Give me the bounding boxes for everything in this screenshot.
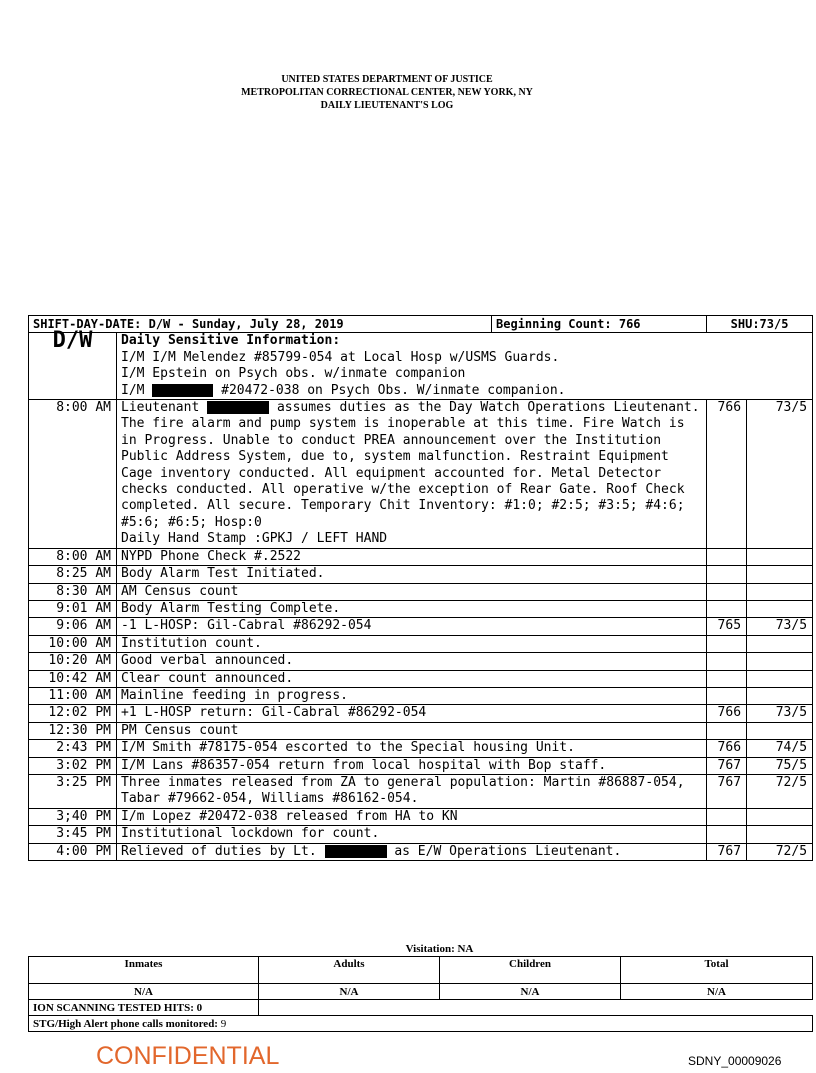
entry-text: -1 L-HOSP: Gil-Cabral #86292-054 — [117, 618, 707, 635]
sensitive-line: I/M #20472-038 on Psych Obs. W/inmate companion. — [121, 382, 566, 398]
entry-shu — [747, 653, 813, 670]
log-entry-row — [29, 566, 813, 583]
log-entry-row — [29, 600, 813, 617]
entry-text: Good verbal announced. — [117, 653, 707, 670]
sensitive-info — [117, 333, 813, 400]
log-entry-row — [29, 808, 813, 825]
header-agency: UNITED STATES DEPARTMENT OF JUSTICE — [281, 74, 493, 85]
entry-text: Body Alarm Testing Complete. — [117, 600, 707, 617]
visitation-value: N/A — [259, 984, 440, 1000]
entry-shu: 72/5 — [747, 774, 813, 808]
entry-count: 766 — [707, 740, 747, 757]
log-entry-row — [29, 400, 813, 549]
entry-shu — [747, 583, 813, 600]
entry-text: Body Alarm Test Initiated. — [117, 566, 707, 583]
entry-count — [707, 670, 747, 687]
log-entry-row — [29, 653, 813, 670]
stg-calls-value: 9 — [220, 1017, 227, 1030]
entry-shu: 74/5 — [747, 740, 813, 757]
entry-count — [707, 566, 747, 583]
entry-count — [707, 826, 747, 843]
entry-shu — [747, 826, 813, 843]
visitation-header: Adults — [259, 957, 440, 984]
visitation-values-row — [29, 984, 813, 1000]
entry-time: 9:06 AM — [29, 618, 117, 635]
entry-shu — [747, 548, 813, 565]
entry-time: 10:00 AM — [29, 635, 117, 652]
shu-count: SHU:73/5 — [707, 316, 813, 333]
entry-count: 767 — [707, 843, 747, 860]
sensitive-line: I/M Epstein on Psych obs. w/inmate companion — [121, 366, 466, 382]
log-table — [28, 315, 813, 861]
entry-count — [707, 687, 747, 704]
entry-count: 765 — [707, 618, 747, 635]
visitation-header: Children — [440, 957, 621, 984]
entry-time: 8:00 AM — [29, 400, 117, 549]
entry-count — [707, 653, 747, 670]
entry-shu — [747, 635, 813, 652]
entry-time: 10:42 AM — [29, 670, 117, 687]
visitation-value: N/A — [29, 984, 259, 1000]
entry-time: 8:00 AM — [29, 548, 117, 565]
log-entry-row — [29, 826, 813, 843]
entry-time: 8:25 AM — [29, 566, 117, 583]
ion-scanning: ION SCANNING TESTED HITS: 0 — [29, 1000, 259, 1016]
log-entry-row — [29, 757, 813, 774]
entry-count: 766 — [707, 705, 747, 722]
entry-text: I/M Lans #86357-054 return from local hospital with Bop staff. — [117, 757, 707, 774]
log-entry-row — [29, 722, 813, 739]
entry-time: 12:30 PM — [29, 722, 117, 739]
redaction-block — [152, 384, 213, 397]
entry-text: I/m Lopez #20472-038 released from HA to KN — [117, 808, 707, 825]
entry-count — [707, 635, 747, 652]
entry-shu: 73/5 — [747, 400, 813, 549]
entry-time: 8:30 AM — [29, 583, 117, 600]
visitation-header: Total — [621, 957, 813, 984]
entry-text: Institution count. — [117, 635, 707, 652]
entry-time: 10:20 AM — [29, 653, 117, 670]
log-entry-row — [29, 843, 813, 860]
shift-code: D/W — [52, 328, 93, 354]
log-entry-row — [29, 670, 813, 687]
log-entry-row — [29, 705, 813, 722]
entry-shu — [747, 722, 813, 739]
entry-text: I/M Smith #78175-054 escorted to the Special housing Unit. — [117, 740, 707, 757]
entry-text: Lieutenant assumes duties as the Day Watch Operations Lieutenant. The fire alarm and pump system is inoperable at this time. Fire Watch is in Progress. Unable to conduct PREA announcement over the Institution Public Address System, due to, system malfunction. Restraint Equipment Cage inventory conducted. All equipment accounted for. Metal Detector checks conducted. All operative w/the exception of Rear Gate. Roof Check completed. All secure. Temporary Chit Inventory: #1:0; #2:5; #3:5; #4:6; #5:6; #6:5; Hosp:0 Daily Hand Stamp :GPKJ / LEFT HAND — [117, 400, 707, 549]
entry-shu — [747, 600, 813, 617]
entry-count — [707, 808, 747, 825]
visitation-title: Visitation: NA — [259, 941, 621, 957]
entry-text: PM Census count — [117, 722, 707, 739]
entry-count: 767 — [707, 757, 747, 774]
entry-shu — [747, 808, 813, 825]
entry-time: 3:45 PM — [29, 826, 117, 843]
log-entry-row — [29, 774, 813, 808]
entry-time: 12:02 PM — [29, 705, 117, 722]
entry-shu — [747, 687, 813, 704]
visitation-header: Inmates — [29, 957, 259, 984]
entry-shu: 73/5 — [747, 618, 813, 635]
entry-shu: 72/5 — [747, 843, 813, 860]
log-entry-row — [29, 635, 813, 652]
confidential-stamp: CONFIDENTIAL — [96, 1042, 280, 1070]
entry-count — [707, 600, 747, 617]
redaction-block — [325, 845, 387, 858]
entry-time: 3:25 PM — [29, 774, 117, 808]
entry-count: 766 — [707, 400, 747, 549]
entry-count — [707, 583, 747, 600]
entry-count — [707, 722, 747, 739]
entry-time: 9:01 AM — [29, 600, 117, 617]
sensitive-info-row — [29, 333, 813, 400]
beginning-count: Beginning Count: 766 — [492, 316, 627, 333]
entry-text: Three inmates released from ZA to general population: Martin #86887-054, Tabar #79662-054, Williams #86162-054. — [117, 774, 707, 808]
log-entry-row — [29, 687, 813, 704]
sensitive-title: Daily Sensitive Information: — [121, 333, 341, 349]
redaction-block — [207, 401, 269, 414]
entry-text: NYPD Phone Check #.2522 — [117, 548, 707, 565]
entry-text: Institutional lockdown for count. — [117, 826, 707, 843]
entry-shu — [747, 670, 813, 687]
sensitive-line: I/M I/M Melendez #85799-054 at Local Hosp w/USMS Guards. — [121, 349, 560, 365]
shift-day-date: SHIFT-DAY-DATE: D/W - Sunday, July 28, 2019 — [29, 316, 492, 333]
entry-time: 4:00 PM — [29, 843, 117, 860]
entry-time: 3;40 PM — [29, 808, 117, 825]
log-entry-row — [29, 618, 813, 635]
hand-stamp: Daily Hand Stamp :GPKJ / LEFT HAND — [121, 531, 388, 547]
entry-time: 3:02 PM — [29, 757, 117, 774]
entry-text: Relieved of duties by Lt. as E/W Operations Lieutenant. — [117, 843, 707, 860]
header-log-title: DAILY LIEUTENANT'S LOG — [320, 100, 454, 111]
entry-time: 2:43 PM — [29, 740, 117, 757]
entry-text: Mainline feeding in progress. — [117, 687, 707, 704]
log-entry-row — [29, 548, 813, 565]
log-entry-row — [29, 583, 813, 600]
entry-time: 11:00 AM — [29, 687, 117, 704]
entry-text: +1 L-HOSP return: Gil-Cabral #86292-054 — [117, 705, 707, 722]
entry-shu: 75/5 — [747, 757, 813, 774]
entry-text: AM Census count — [117, 583, 707, 600]
visitation-value: N/A — [621, 984, 813, 1000]
stg-calls: STG/High Alert phone calls monitored: 9 — [29, 1016, 813, 1032]
entry-count — [707, 548, 747, 565]
visitation-table — [28, 941, 813, 1032]
log-entry-row — [29, 740, 813, 757]
visitation-header-row — [29, 957, 813, 984]
document-header — [0, 73, 774, 112]
entry-count: 767 — [707, 774, 747, 808]
bates-number: SDNY_00009026 — [688, 1054, 782, 1068]
shift-header-row — [29, 316, 813, 333]
header-facility: METROPOLITAN CORRECTIONAL CENTER, NEW YORK, NY — [241, 87, 533, 98]
entry-shu — [747, 566, 813, 583]
entry-shu: 73/5 — [747, 705, 813, 722]
entry-text: Clear count announced. — [117, 670, 707, 687]
visitation-value: N/A — [440, 984, 621, 1000]
